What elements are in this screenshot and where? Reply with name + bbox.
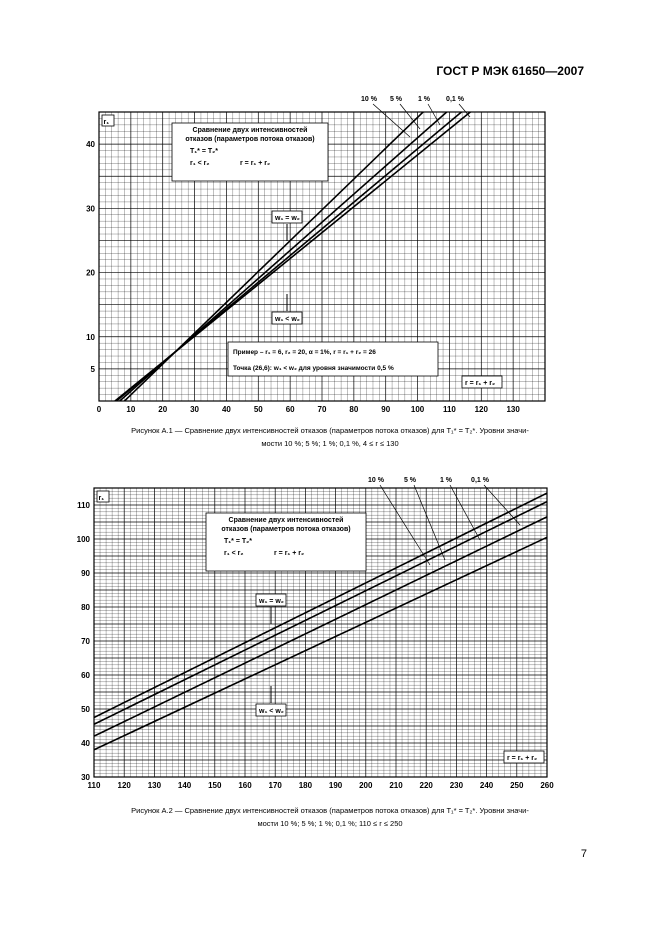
x-tick-label: 210 <box>389 781 403 790</box>
y-tick-label: 80 <box>81 603 90 612</box>
legend-condition-2: r₁ < r₂ <box>190 160 210 167</box>
x-tick-label: 90 <box>381 405 391 414</box>
x-tick-label: 220 <box>419 781 433 790</box>
chart-a2-annotations <box>97 477 544 763</box>
x-tick-label: 20 <box>158 405 168 414</box>
example-line-1: Пример – r₁ = 6, r₂ = 20, α = 1%, r = r₁ + r₂ = 26 <box>233 349 376 356</box>
x-tick-label: 170 <box>268 781 282 790</box>
legend-title-2: отказов (параметров потока отказов) <box>221 526 351 533</box>
chart-a1-annotations <box>102 96 502 388</box>
x-tick-label: 130 <box>147 781 162 790</box>
x-tick-label: 50 <box>253 405 263 414</box>
x-tick-label: 120 <box>474 405 488 414</box>
y-tick-label: 60 <box>81 671 90 680</box>
legend-title-2: отказов (параметров потока отказов) <box>185 136 315 143</box>
label-equal: w₁ = w₂ <box>259 598 284 605</box>
x-tick-label: 260 <box>540 781 554 790</box>
x-tick-label: 80 <box>349 405 359 414</box>
caption-a1-line1: Рисунок А.1 — Сравнение двух интенсивностей отказов (параметров потока отказов) для T₁* = T₂*. Уровни значи- <box>131 426 529 435</box>
x-tick-label: 190 <box>328 781 343 790</box>
y-tick-label: 70 <box>81 637 90 646</box>
y-tick-label: 20 <box>86 268 95 278</box>
y-tick-label: 90 <box>81 569 90 578</box>
series-label-1: 10 % <box>361 96 377 103</box>
x-tick-label: 40 <box>221 405 231 414</box>
series-leader-2 <box>414 485 445 560</box>
series-label-2: 5 % <box>403 477 417 484</box>
example-line-2: Точка (26,6): w₁ < w₂ для уровня значимости 0,5 % <box>233 365 394 372</box>
series-leader-3 <box>428 104 440 125</box>
x-tick-label: 70 <box>317 405 327 414</box>
legend-condition-3: r = r₁ + r₂ <box>240 160 271 167</box>
y-axis-label: r₁ <box>103 119 110 126</box>
series-label-2: 5 % <box>389 96 403 103</box>
y-tick-label: 30 <box>86 204 95 214</box>
series-label-1: 10 % <box>368 477 384 484</box>
x-tick-label: 130 <box>506 405 520 414</box>
y-axis-label: r₁ <box>98 495 105 502</box>
x-tick-label: 240 <box>479 781 494 790</box>
legend-title-1: Сравнение двух интенсивностей <box>192 127 308 134</box>
x-tick-label: 110 <box>87 781 101 790</box>
series-leader-1 <box>380 485 430 565</box>
x-tick-label: 140 <box>177 781 192 790</box>
series-label-4: 0,1 % <box>446 96 464 103</box>
x-tick-label: 230 <box>449 781 464 790</box>
y-tick-label: 110 <box>77 501 90 510</box>
y-tick-label: 5 <box>90 364 95 374</box>
x-tick-label: 200 <box>359 781 373 790</box>
x-tick-label: 60 <box>285 405 295 414</box>
x-tick-label: 0 <box>96 405 102 414</box>
label-less: w₁ < w₂ <box>275 316 300 323</box>
x-tick-label: 110 <box>442 405 456 414</box>
y-tick-label: 50 <box>81 705 90 714</box>
caption-a2-line2: мости 10 %; 5 %; 1 %; 0,1 %; 110 ≤ r ≤ 250 <box>257 819 403 828</box>
y-tick-label: 30 <box>81 773 90 782</box>
x-tick-label: 150 <box>208 781 222 790</box>
page-number: 7 <box>580 848 587 860</box>
label-equal: w₁ = w₂ <box>275 215 300 222</box>
x-tick-label: 250 <box>510 781 524 790</box>
legend-condition-1: T₁* = T₂* <box>224 538 252 545</box>
caption-a2 <box>20 804 640 830</box>
series-label-3: 1 % <box>439 477 453 484</box>
x-tick-label: 10 <box>126 405 136 414</box>
series-label-4: 0,1 % <box>471 477 489 484</box>
y-tick-label: 100 <box>76 535 90 544</box>
x-tick-label: 100 <box>410 405 425 414</box>
caption-a1-line2: мости 10 %; 5 %; 1 %; 0,1 %, 4 ≤ r ≤ 130 <box>261 439 399 448</box>
x-tick-label: 180 <box>298 781 313 790</box>
chart-a2 <box>0 465 661 795</box>
y-tick-label: 40 <box>81 739 90 748</box>
x-axis-label: r = r₁ + r₂ <box>465 380 496 387</box>
legend-condition-3: r = r₁ + r₂ <box>274 550 305 557</box>
legend-title-1: Сравнение двух интенсивностей <box>228 517 344 524</box>
series-leader-3 <box>450 485 480 540</box>
y-tick-label: 40 <box>86 140 95 150</box>
label-less: w₁ < w₂ <box>259 708 284 715</box>
series-label-3: 1 % <box>417 96 431 103</box>
x-tick-label: 120 <box>117 781 131 790</box>
page-header: ГОСТ Р МЭК 61650—2007 <box>436 64 584 78</box>
chart-a1 <box>0 85 661 414</box>
series-leader-4 <box>459 104 470 117</box>
series-leader-1 <box>373 104 410 137</box>
legend-condition-2: r₁ < r₂ <box>224 550 244 557</box>
x-tick-label: 160 <box>238 781 252 790</box>
y-tick-label: 10 <box>86 332 95 342</box>
x-axis-label: r = r₁ + r₂ <box>507 755 538 762</box>
caption-a1 <box>20 424 640 450</box>
legend-condition-1: T₁* = T₂* <box>190 148 218 155</box>
x-tick-label: 30 <box>190 405 200 414</box>
caption-a2-line1: Рисунок А.2 — Сравнение двух интенсивностей отказов (параметров потока отказов) для T₁* = T₂*. Уровни значи- <box>131 806 529 815</box>
